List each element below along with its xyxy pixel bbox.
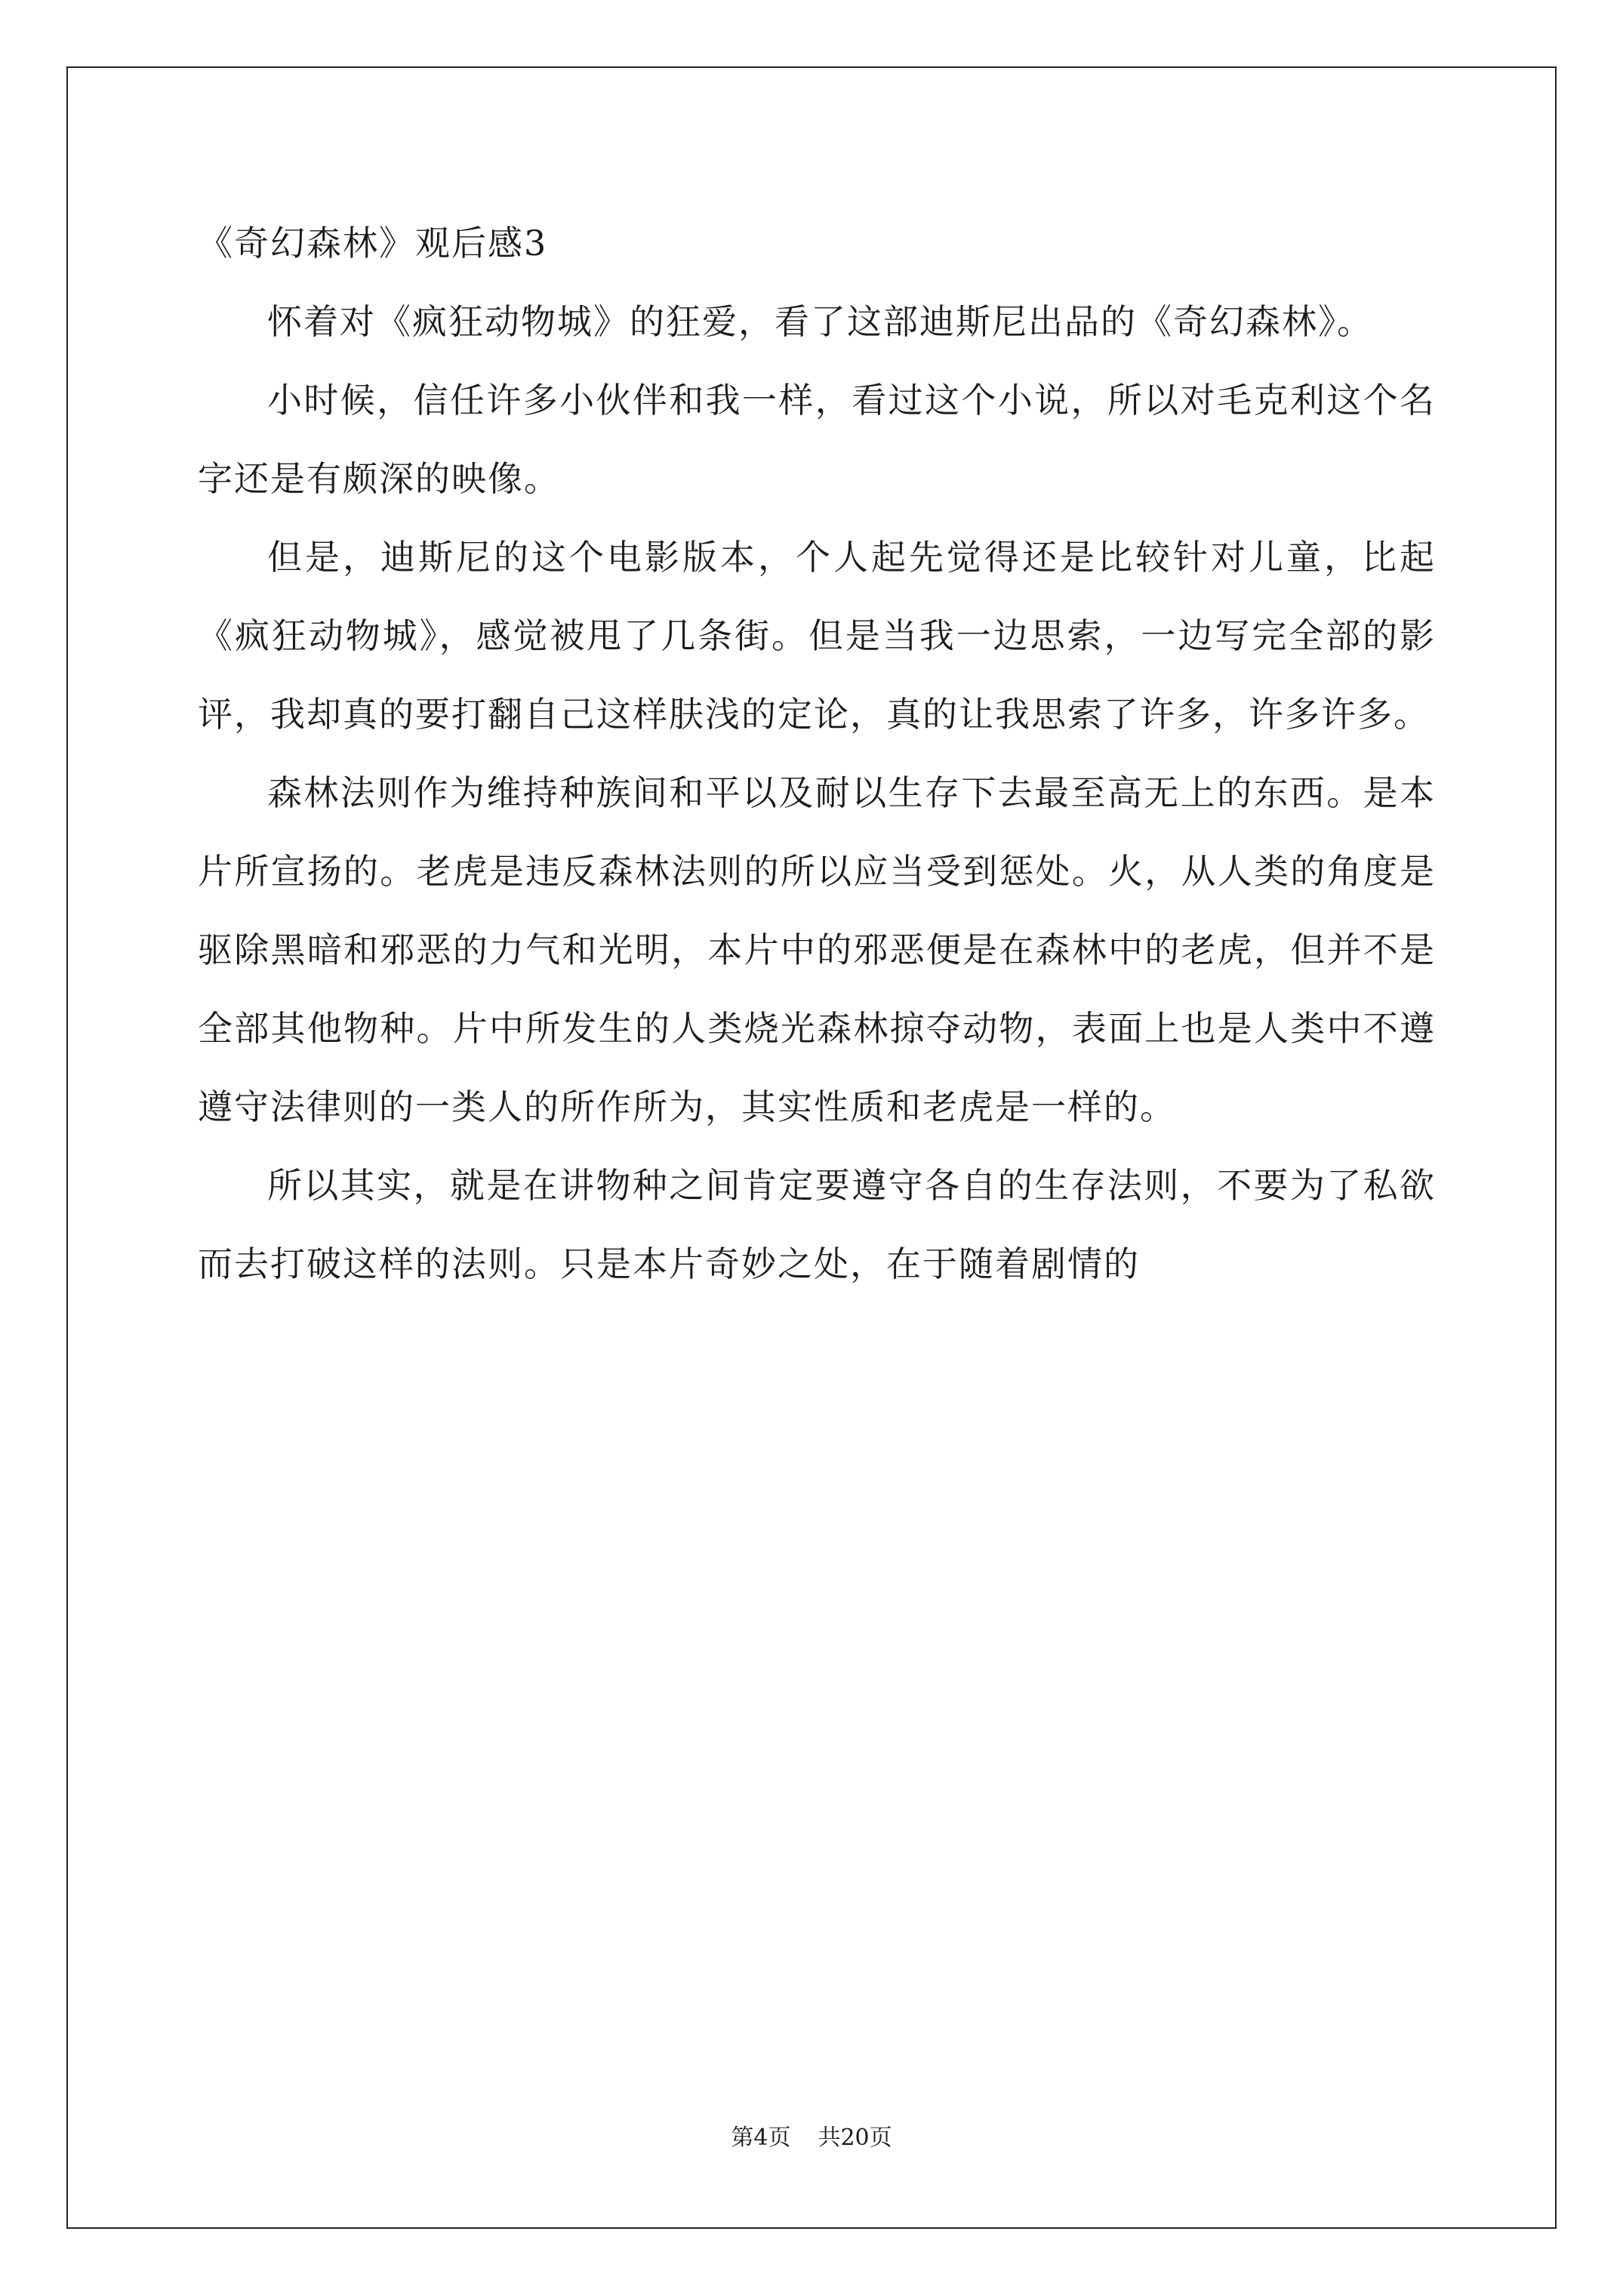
- page-footer: [0, 2123, 1623, 2153]
- page-number-current: 第4页: [731, 2125, 791, 2151]
- paragraph: 所以其实，就是在讲物种之间肯定要遵守各自的生存法则，不要为了私欲而去打破这样的法则。只是本片奇妙之处，在于随着剧情的: [198, 1165, 1436, 1284]
- paragraph: 森林法则作为维持种族间和平以及耐以生存下去最至高无上的东西。是本片所宣扬的。老虎是违反森林法则的所以应当受到惩处。火，从人类的角度是驱除黑暗和邪恶的力气和光明，本片中的邪恶便是在森林中的老虎，但并不是全部其他物种。片中所发生的人类烧光森林掠夺动物，表面上也是人类中不遵遵守法律则的一类人的所作所为，其实性质和老虎是一样的。: [198, 772, 1436, 1127]
- paragraph: 怀着对《疯狂动物城》的狂爱，看了这部迪斯尼出品的《奇幻森林》。: [267, 301, 1373, 342]
- document-body: [198, 204, 1436, 1303]
- page-number-total: 共20页: [818, 2125, 892, 2151]
- paragraph: 小时候，信任许多小伙伴和我一样，看过这个小说，所以对毛克利这个名字还是有颇深的映像。: [198, 380, 1436, 499]
- paragraph: 但是，迪斯尼的这个电影版本，个人起先觉得还是比较针对儿童，比起《疯狂动物城》，感觉被甩了几条街。但是当我一边思索，一边写完全部的影评，我却真的要打翻自己这样肤浅的定论，真的让我思索了许多，许多许多。: [198, 537, 1436, 735]
- document-title: 《奇幻森林》观后感3: [198, 223, 548, 264]
